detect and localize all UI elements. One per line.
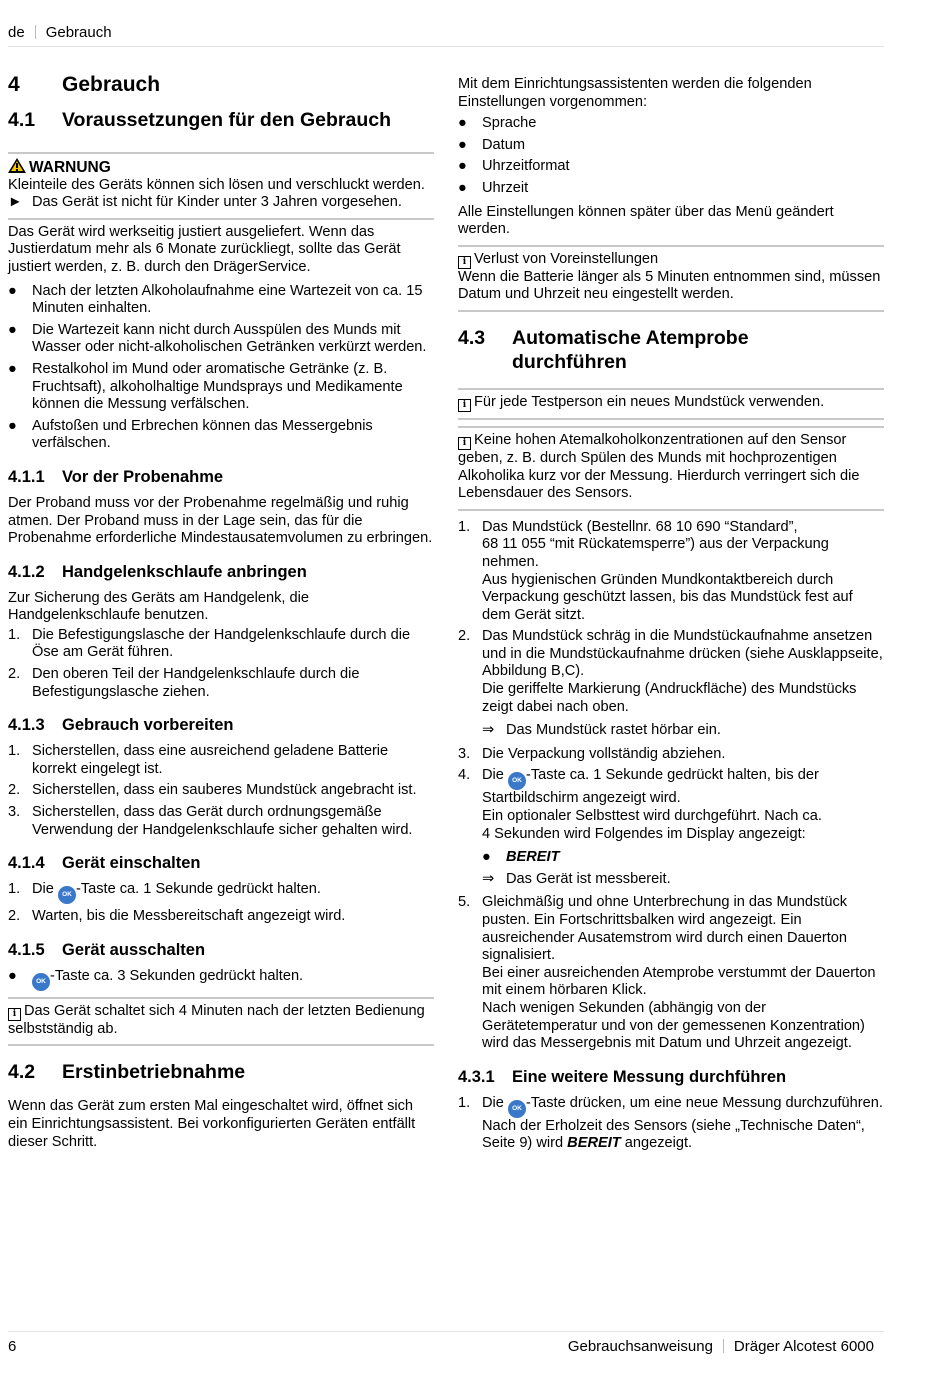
bullet-icon: ● [458, 115, 467, 132]
info-icon: i [458, 256, 471, 269]
list-item [458, 180, 884, 198]
step-item [458, 767, 884, 843]
settings-change-note: Alle Einstellungen können später über das Menü geändert werden. [458, 203, 834, 238]
display-text: BEREIT [506, 849, 560, 866]
warning-icon [8, 158, 26, 173]
steps-4-3-final [458, 894, 884, 1052]
heading-number: 4.1.2 [8, 562, 45, 581]
step-item [8, 627, 434, 662]
heading-number: 4.1 [8, 109, 36, 131]
header-separator [35, 25, 36, 39]
bullet-icon: ● [8, 967, 17, 984]
list-item [458, 137, 884, 155]
info-icon: i [8, 1008, 21, 1021]
list-item [8, 968, 434, 991]
heading-4-1-3 [8, 715, 434, 735]
heading-4-2 [8, 1060, 434, 1084]
step-text: -Taste drücken, um eine neue Messung durchzuführen. [525, 1094, 883, 1111]
right-column [458, 76, 884, 1159]
step-text: Die Befestigungslasche der Handgelenkschlaufe durch die Öse am Gerät führen. [32, 626, 411, 661]
step-number: 1. [8, 881, 21, 898]
requirements-list [8, 283, 434, 453]
step-text: Sicherstellen, dass eine ausreichend geladene Batterie korrekt eingelegt ist. [32, 743, 389, 777]
info-icon: i [458, 399, 471, 412]
heading-4-3-1 [458, 1067, 884, 1087]
bullet-icon: ● [8, 282, 17, 299]
step-number: 2. [458, 628, 471, 645]
list-item [458, 115, 884, 133]
steps-4-1-3 [8, 743, 434, 839]
step-text: Aus hygienischen Gründen Mundkontaktbereich durch Verpackung geschützt lassen, bis das Mundstück fest auf dem Gerät sitzt. [482, 571, 853, 623]
heading-4-1-2 [8, 562, 434, 582]
step-text: Die [482, 767, 508, 784]
step-item [8, 743, 434, 778]
heading-title: Vor der Probenahme [62, 467, 224, 486]
list-item-text: Die Wartezeit kann nicht durch Ausspülen des Munds mit Wasser oder nicht-alkoholischen Getränken verkürzt werden. [32, 321, 427, 356]
warning-text: Kleinteile des Geräts können sich lösen und verschluckt werden. [8, 176, 425, 193]
bullet-icon: ● [8, 360, 17, 377]
header-section: Gebrauch [45, 24, 112, 41]
step-text: Das Mundstück (Bestellnr. 68 10 690 “Standard”, [482, 518, 798, 535]
result-line [458, 722, 884, 740]
display-text: BEREIT [567, 1135, 621, 1152]
step-text: -Taste ca. 1 Sekunde gedrückt halten, bis der Startbildschirm angezeigt wird. [482, 767, 819, 807]
list-item-text: Uhrzeitformat [482, 158, 570, 175]
step-number: 2. [8, 908, 21, 925]
divider [458, 245, 884, 247]
heading-4 [8, 72, 434, 98]
step-text: Ein optionaler Selbsttest wird durchgeführt. Nach ca. [482, 808, 822, 825]
ok-button-icon: OK [58, 886, 76, 904]
list-item [8, 361, 434, 414]
heading-title: Erstinbetriebnahme [62, 1061, 246, 1084]
display-list [458, 849, 884, 867]
steps-4-3 [458, 519, 884, 717]
divider [8, 1044, 434, 1046]
steps-4-1-2 [8, 627, 434, 701]
step-number: 1. [458, 518, 471, 535]
step-number: 2. [8, 666, 21, 683]
list-item-text: Sprache [482, 115, 537, 132]
heading-4-1-1 [8, 467, 434, 487]
step-item [8, 666, 434, 701]
info-note-text: Das Gerät schaltet sich 4 Minuten nach der letzten Bedienung selbstständig ab. [8, 1002, 425, 1037]
divider [458, 388, 884, 390]
paragraph-4-2: Wenn das Gerät zum ersten Mal eingeschaltet wird, öffnet sich ein Einrichtungsassistent. Bei vorkonfigurierten Geräten entfällt dieser Schritt. [8, 1098, 416, 1150]
heading-title: Gebrauch [62, 73, 161, 96]
heading-4-3 [458, 326, 884, 374]
paragraph-4-1-2: Zur Sicherung des Geräts am Handgelenk, die Handgelenkschlaufe benutzen. [8, 589, 309, 624]
steps-4-1-5 [8, 968, 434, 991]
list-item [458, 158, 884, 176]
step-item [458, 519, 884, 625]
setup-intro: Mit dem Einrichtungsassistenten werden die folgenden Einstellungen vorgenommen: [458, 76, 812, 110]
step-number: 4. [458, 767, 471, 784]
bullet-icon: ● [8, 417, 17, 434]
warning-action [8, 194, 434, 212]
warning-action-text: Das Gerät ist nicht für Kinder unter 3 Jahren vorgesehen. [32, 194, 402, 211]
list-item-text: Aufstoßen und Erbrechen können das Messergebnis verfälschen. [32, 417, 373, 452]
header-language: de [8, 24, 25, 41]
list-item [8, 322, 434, 357]
result-text: Das Gerät ist messbereit. [506, 870, 671, 887]
step-item [8, 881, 434, 904]
heading-4-1 [8, 108, 434, 132]
info-note [8, 1003, 434, 1039]
step-item [458, 628, 884, 716]
heading-number: 4.1.1 [8, 467, 45, 486]
divider [458, 418, 884, 420]
heading-title: Gerät ausschalten [62, 940, 206, 959]
bullet-icon: ● [458, 158, 467, 175]
heading-title: Voraussetzungen für den Gebrauch [62, 109, 392, 131]
result-arrow-icon: ⇒ [482, 870, 495, 887]
steps-4-3-cont [458, 746, 884, 843]
bullet-icon: ● [482, 849, 491, 866]
step-number: 3. [458, 745, 471, 762]
step-text: Gleichmäßig und ohne Unterbrechung in das Mundstück pusten. Ein Fortschrittsbalken wird angezeigt. Ein ausreichender Ausatemstrom wird durch einen Dauerton signalisiert. [482, 894, 848, 964]
step-text: Nach der Erholzeit des Sensors (siehe „Technische Daten“, Seite 9) wird [482, 1117, 865, 1152]
step-number: 1. [8, 626, 21, 643]
list-item-text: Restalkohol im Mund oder aromatische Getränke (z. B. Fruchtsaft), alkoholhaltige Mundsprays und Medikamente können die Messung verfälschen. [32, 360, 403, 413]
heading-4-1-4 [8, 853, 434, 873]
info-note-text: Für jede Testperson ein neues Mundstück verwenden. [474, 393, 825, 410]
step-text: Die [32, 881, 58, 898]
heading-4-1-5 [8, 940, 434, 960]
heading-title: Gerät einschalten [62, 854, 201, 873]
heading-number: 4.1.4 [8, 854, 45, 873]
step-number: 1. [458, 1094, 471, 1111]
list-item [8, 418, 434, 453]
divider [458, 426, 884, 428]
heading-number: 4.3.1 [458, 1067, 495, 1086]
intro-paragraph: Das Gerät wird werkseitig justiert ausgeliefert. Wenn das Justierdatum mehr als 6 Monate zurückliegt, sollte das Gerät justiert werden, z. B. durch den DrägerService. [8, 223, 401, 275]
footer-product: Dräger Alcotest 6000 [733, 1338, 874, 1355]
info-note-title [458, 251, 884, 269]
ok-button-icon: OK [32, 973, 50, 991]
step-number: 2. [8, 782, 21, 799]
step-number: 1. [8, 743, 21, 760]
list-item [8, 283, 434, 318]
warning-title [8, 158, 434, 177]
step-item [8, 782, 434, 800]
divider [458, 310, 884, 312]
info-note [458, 394, 884, 412]
list-item-text: Nach der letzten Alkoholaufnahme eine Wartezeit von ca. 15 Minuten einhalten. [32, 282, 423, 317]
heading-title: Gebrauch vorbereiten [62, 716, 234, 735]
divider [8, 997, 434, 999]
ok-button-icon: OK [508, 1100, 526, 1118]
list-item [482, 849, 884, 867]
heading-number: 4.3 [458, 326, 486, 349]
info-note [458, 432, 884, 503]
warning-title-text: WARNUNG [29, 159, 111, 176]
ok-button-icon: OK [508, 772, 526, 790]
steps-4-3-1 [458, 1095, 884, 1153]
step-text: 68 11 055 “mit Rückatemsperre”) aus der Verpackung nehmen. [482, 536, 829, 570]
bullet-icon: ● [458, 136, 467, 153]
step-text: Die Verpackung vollständig abziehen. [482, 745, 726, 762]
list-item-text: -Taste ca. 3 Sekunden gedrückt halten. [50, 967, 304, 984]
heading-title: Handgelenkschlaufe anbringen [62, 562, 307, 581]
step-text: angezeigt. [620, 1135, 693, 1152]
warning-block [8, 158, 434, 212]
settings-list [458, 115, 884, 197]
bullet-icon: ● [8, 321, 17, 338]
divider [8, 218, 434, 220]
result-line [458, 871, 884, 889]
heading-title: Automatische Atemprobe durchführen [512, 326, 749, 373]
info-note-text: Keine hohen Atemalkoholkonzentrationen auf den Sensor geben, z. B. durch Spülen des Munds mit hochprozentigen Alkoholika kurz vor der Messung. Hierdurch verringert sich die Lebensdauer des Sensors. [458, 431, 860, 502]
step-text: Bei einer ausreichenden Atemprobe verstummt der Dauerton mit einem hörbaren Klick. [482, 964, 876, 999]
result-arrow-icon: ⇒ [482, 722, 495, 739]
step-text: -Taste ca. 1 Sekunde gedrückt halten. [75, 881, 321, 898]
bullet-icon: ● [458, 179, 467, 196]
step-text: Die geriffelte Markierung (Andruckfläche) des Mundstücks zeigt dabei nach oben. [482, 681, 857, 715]
page-number: 6 [8, 1338, 17, 1355]
step-item [458, 746, 884, 764]
list-item-text: Uhrzeit [482, 179, 529, 196]
list-item-text: Datum [482, 136, 525, 153]
step-item [8, 908, 434, 926]
step-text: Sicherstellen, dass ein sauberes Mundstück angebracht ist. [32, 782, 417, 799]
step-text: Nach wenigen Sekunden (abhängig von der Gerätetemperatur und von der gemessenen Konzentration) wird das Messergebnis mit Datum und Uhrzeit angezeigt. [482, 999, 865, 1052]
result-text: Das Mundstück rastet hörbar ein. [506, 722, 721, 739]
info-note-text: Wenn die Batterie länger als 5 Minuten entnommen sind, müssen Datum und Uhrzeit neu eingestellt werden. [458, 268, 881, 303]
page-footer [8, 1331, 884, 1355]
paragraph-4-1-1: Der Proband muss vor der Probenahme regelmäßig und ruhig atmen. Der Proband muss in der Lage sein, das für die Probenahme erforderliche Mindestausatemvolumen zu erbringen. [8, 494, 433, 547]
heading-number: 4.2 [8, 1061, 36, 1084]
page-header [8, 24, 884, 47]
heading-number: 4.1.3 [8, 716, 45, 735]
step-item [458, 894, 884, 1052]
divider [458, 509, 884, 511]
step-number: 5. [458, 894, 471, 911]
step-text: Den oberen Teil der Handgelenkschlaufe durch die Befestigungslasche ziehen. [32, 666, 360, 700]
footer-doc-title: Gebrauchsanweisung [567, 1338, 713, 1355]
steps-4-1-4 [8, 881, 434, 926]
heading-number: 4.1.5 [8, 940, 45, 959]
divider [8, 152, 434, 154]
step-number: 3. [8, 804, 21, 821]
step-item [8, 804, 434, 839]
triangle-marker-icon: ► [8, 194, 23, 211]
left-column [8, 64, 434, 1157]
step-text: Warten, bis die Messbereitschaft angezeigt wird. [32, 908, 346, 925]
step-text: Das Mundstück schräg in die Mundstückaufnahme ansetzen und in die Mundstückaufnahme drücken (siehe Ausklappseite, Abbildung B,C). [482, 628, 883, 680]
step-text: Die [482, 1094, 508, 1111]
footer-separator [723, 1339, 724, 1353]
heading-number: 4 [8, 73, 20, 96]
step-text: 4 Sekunden wird Folgendes im Display angezeigt: [482, 825, 806, 842]
heading-title: Eine weitere Messung durchführen [512, 1067, 787, 1086]
step-text: Sicherstellen, dass das Gerät durch ordnungsgemäße Verwendung der Handgelenkschlaufe sicher gehalten wird. [32, 804, 413, 838]
info-icon: i [458, 437, 471, 450]
info-note-title-text: Verlust von Voreinstellungen [474, 250, 659, 267]
step-item [458, 1095, 884, 1153]
